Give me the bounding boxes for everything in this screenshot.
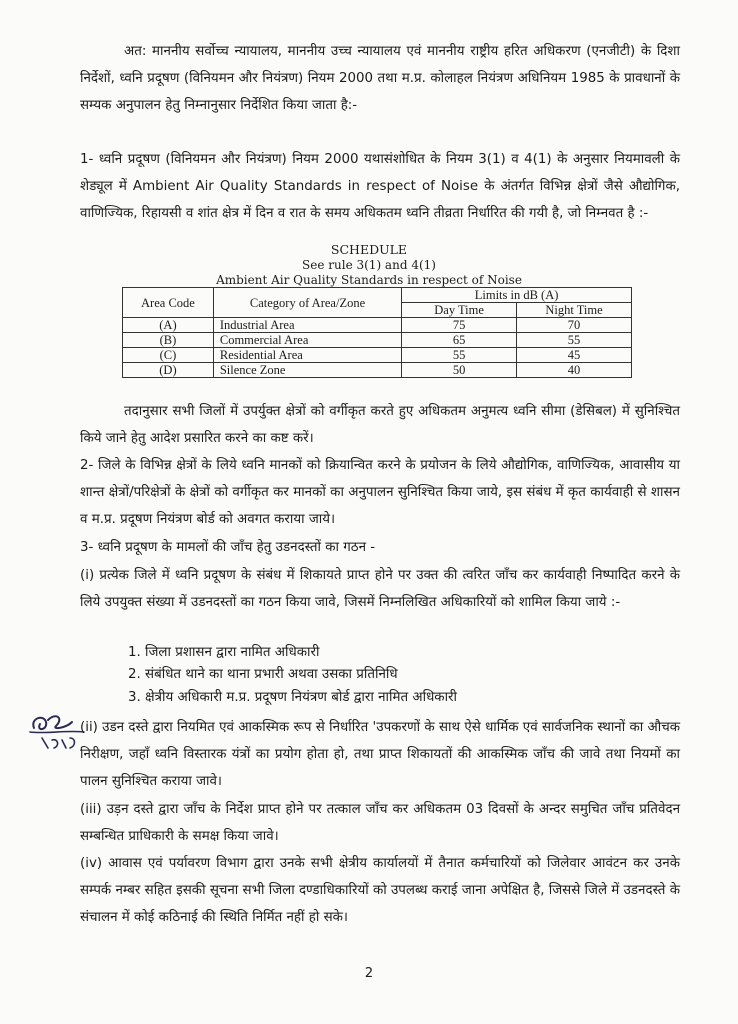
intro-paragraph: अत: माननीय सर्वोच्च न्यायालय, माननीय उच्च न्यायालय एवं माननीय राष्ट्रीय हरित अधिकरण (एनजीटी) के दिशा निर्देशों, ध्वनि प्रदूषण (विनियमन और नियंत्रण) नियम 2000 तथा म.प्र. कोलाहल नियंत्रण अधिनियम 1985 के प्रावधानों के सम्यक अनुपालन हेतु निम्नानुसार निर्देशित किया जाता है:- <box>80 44 680 113</box>
header-day-time: Day Time <box>402 303 517 318</box>
point-3-iii-paragraph: (iii) उड़न दस्ते द्वारा जाँच के निर्देश प्राप्त होने पर तत्काल जाँच कर अधिकतम 03 दिवसों के अन्दर समुचित जाँच प्रतिवेदन सम्बन्धित प्राधिकारी के समक्ष किया जावे। <box>80 802 680 844</box>
table-row <box>123 348 632 363</box>
schedule-title: SCHEDULE <box>330 242 408 257</box>
night-limit-cell: 55 <box>517 333 632 348</box>
day-limit-cell: 65 <box>402 333 517 348</box>
header-area-code: Area Code <box>123 288 214 318</box>
point-1-paragraph: 1- ध्वनि प्रदूषण (विनियमन और नियंत्रण) नियम 2000 यथासंशोधित के नियम 3(1) व 4(1) के अनुसार नियमावली के शेड्यूल में Ambient Air Quality Standards in respect of Noise के अंतर्गत विभिन्न क्षेत्रों जैसे औद्योगिक, वाणिज्यिक, रिहायसी व शांत क्षेत्र में दिन व रात के समय अधिकतम ध्वनि तीव्रता निर्धारित की गयी है, जो निम्नवत है :- <box>80 152 680 221</box>
officer-item-3: 3. क्षेत्रीय अधिकारी म.प्र. प्रदूषण नियंत्रण बोर्ड द्वारा नामित अधिकारी <box>128 690 458 705</box>
point-3-i-paragraph: (i) प्रत्येक जिले में ध्वनि प्रदूषण के संबंध में शिकायते प्राप्त होने पर उक्त की त्वरित जाँच कर कार्यवाही निष्पादित करने के लिये उपयुक्त संख्या में उडनदस्तों का गठन किया जावे, जिसमें निम्नलिखित अधिकारियों को शामिल किया जाये :- <box>80 568 680 610</box>
category-cell: Industrial Area <box>213 318 401 333</box>
category-cell: Residential Area <box>213 348 401 363</box>
night-limit-cell: 40 <box>517 363 632 378</box>
point-2-paragraph: 2- जिले के विभिन्न क्षेत्रों के लिये ध्वनि मानकों को क्रियान्वित करने के प्रयोजन के लिये औद्योगिक, वाणिज्यिक, आवासीय या शान्त क्षेत्रों/परिक्षेत्रों के क्षेत्रों को वर्गीकृत कर मानकों का अनुपालन सुनिश्चित किया जाये, इस संबंध में कृत कार्यवाही से शासन व म.प्र. प्रदूषण नियंत्रण बोर्ड को अवगत कराया जाये। <box>80 458 680 527</box>
header-limits: Limits in dB (A) <box>402 288 632 303</box>
table-header-row <box>123 288 632 303</box>
table-row <box>123 333 632 348</box>
officer-item-1: 1. जिला प्रशासन द्वारा नामित अधिकारी <box>128 645 320 660</box>
day-limit-cell: 75 <box>402 318 517 333</box>
area-code-cell: (D) <box>123 363 214 378</box>
table-row <box>123 318 632 333</box>
day-limit-cell: 55 <box>402 348 517 363</box>
night-limit-cell: 70 <box>517 318 632 333</box>
schedule-rule: See rule 3(1) and 4(1) <box>302 258 436 272</box>
point-3-heading: 3- ध्वनि प्रदूषण के मामलों की जाँच हेतु उडनदस्तों का गठन - <box>80 540 376 555</box>
schedule-heading: Ambient Air Quality Standards in respect of Noise <box>216 273 522 287</box>
category-cell: Commercial Area <box>213 333 401 348</box>
after-table-paragraph: तदानुसार सभी जिलों में उपर्युक्त क्षेत्रों को वर्गीकृत करते हुए अधिकतम अनुमत्य ध्वनि सीमा (डेसिबल) में सुनिश्चित किये जाने हेतु आदेश प्रसारित करने का कष्ट करें। <box>80 404 680 446</box>
area-code-cell: (B) <box>123 333 214 348</box>
noise-standards-table <box>122 287 632 378</box>
table-row <box>123 363 632 378</box>
page-number: 2 <box>364 966 374 981</box>
header-category: Category of Area/Zone <box>213 288 401 318</box>
header-night-time: Night Time <box>517 303 632 318</box>
day-limit-cell: 50 <box>402 363 517 378</box>
point-3-iv-paragraph: (iv) आवास एवं पर्यावरण विभाग द्वारा उनके सभी क्षेत्रीय कार्यालयों में तैनात कर्मचारियों को जिलेवार आवंटन कर उनके सम्पर्क नम्बर सहित इसकी सूचना सभी जिला दण्डाधिकारियों को उपलब्ध कराई जाना अपेक्षित है, जिससे जिले में उडनदस्ते के संचालन में कोई कठिनाई की स्थिति निर्मित नहीं हो सके। <box>80 856 680 925</box>
area-code-cell: (A) <box>123 318 214 333</box>
area-code-cell: (C) <box>123 348 214 363</box>
officer-item-2: 2. संबंधित थाने का थाना प्रभारी अथवा उसका प्रतिनिधि <box>128 667 398 682</box>
point-3-ii-paragraph: (ii) उडन दस्ते द्वारा नियमित एवं आकस्मिक रूप से निर्धारित 'उपकरणों के साथ ऐसे धार्मिक एवं सार्वजनिक स्थानों का औचक निरीक्षण, जहाँ ध्वनि विस्तारक यंत्रों का प्रयोग होता हो, तथा प्राप्त शिकायतों की आकस्मिक जाँच की जावे तथा नियमों का पालन सुनिश्चित कराया जावे। <box>80 720 680 789</box>
night-limit-cell: 45 <box>517 348 632 363</box>
category-cell: Silence Zone <box>213 363 401 378</box>
